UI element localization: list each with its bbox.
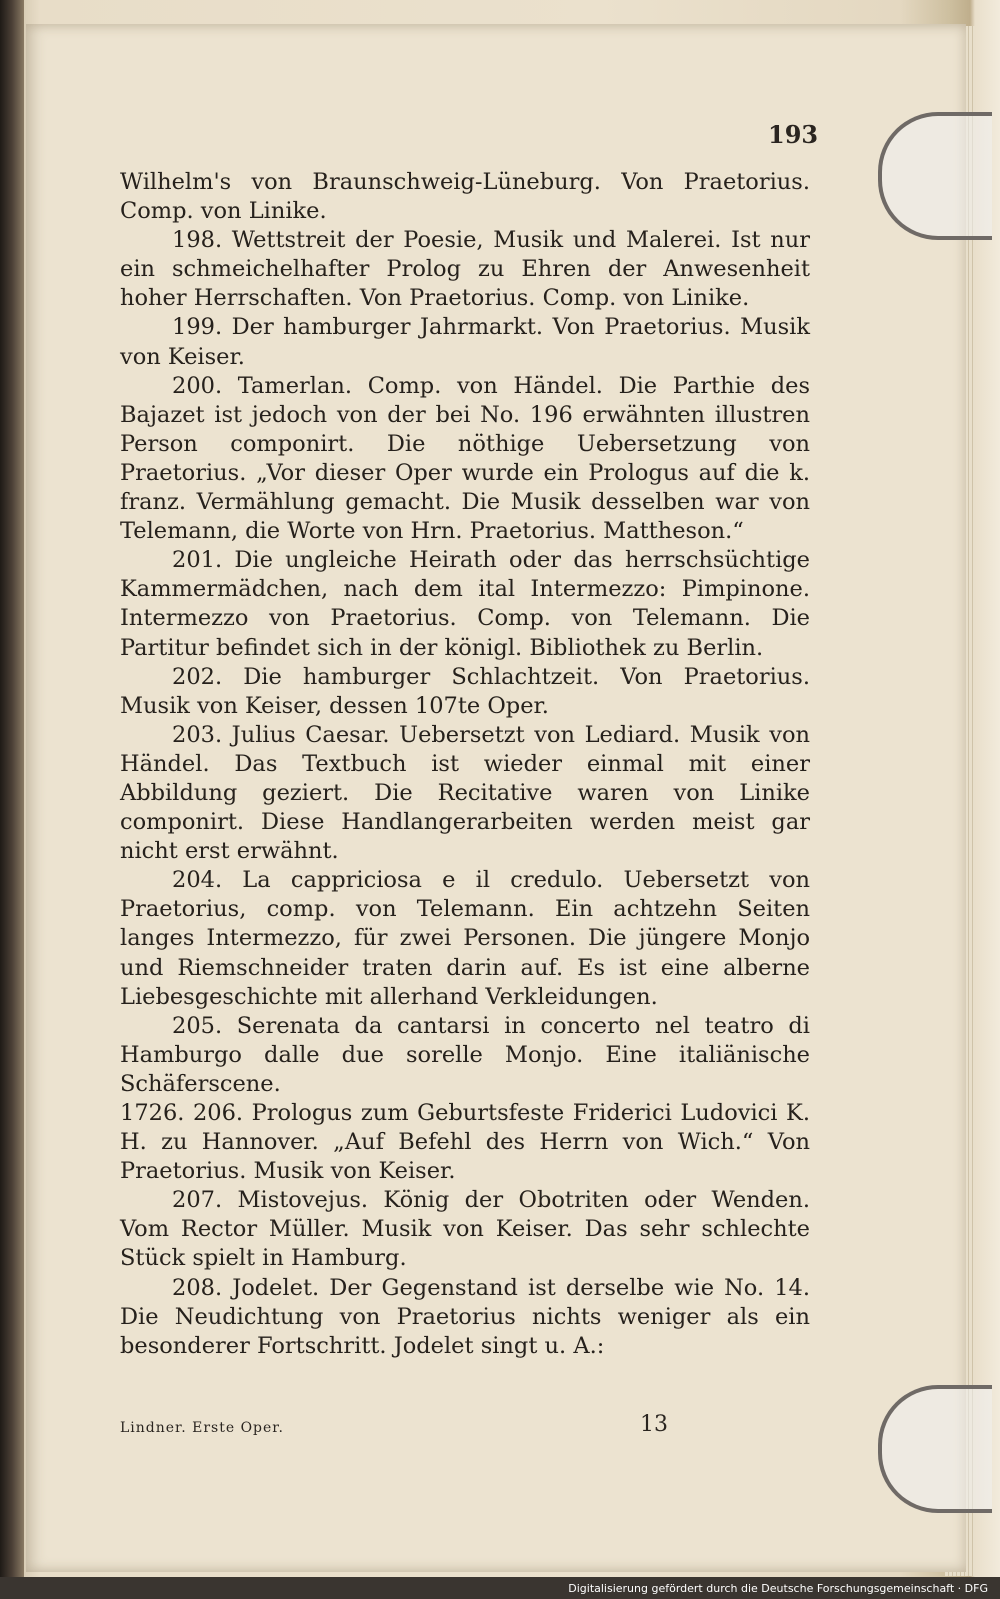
digitization-credit: Digitalisierung gefördert durch die Deutsche Forschungsgemeinschaft · DFG	[564, 1581, 992, 1596]
signature-mark: 13	[640, 1412, 668, 1437]
entry-203: 203. Julius Caesar. Uebersetzt von Lediard. Musik von Händel. Das Textbuch ist wieder einmal mit einer Abbildung geziert. Die Recitative waren von Linike componirt. Diese Handlangerarbeiten werden meist gar nicht erst erwähnt.	[120, 721, 810, 865]
page-clip-top	[878, 112, 992, 240]
entry-200: 200. Tamerlan. Comp. von Händel. Die Parthie des Bajazet ist jedoch von der bei No. 196 erwähnten illustren Person componirt. Die nöthige Uebersetzung von Praetorius. „Vor dieser Oper wurde ein Prologus auf die k. franz. Vermählung gemacht. Die Musik desselben war von Telemann, die Worte von Hrn. Praetorius. Mattheson.“	[120, 372, 810, 545]
entry-205: 205. Serenata da cantarsi in concerto nel teatro di Hamburgo dalle due sorelle Monjo. Eine italiänische Schäferscene.	[120, 1012, 810, 1097]
entry-208: 208. Jodelet. Der Gegenstand ist derselbe wie No. 14. Die Neudichtung von Praetorius nichts weniger als ein besonderer Fortschritt. Jodelet singt u. A.:	[120, 1274, 810, 1359]
entry-202: 202. Die hamburger Schlachtzeit. Von Praetorius. Musik von Keiser, dessen 107te Oper.	[120, 663, 810, 719]
running-footer: Lindner. Erste Oper.	[120, 1420, 284, 1436]
entry-204: 204. La cappriciosa e il credulo. Uebersetzt von Praetorius, comp. von Telemann. Ein achtzehn Seiten langes Intermezzo, für zwei Personen. Die jüngere Monjo und Riemschneider traten darin auf. Es ist eine alberne Liebesgeschichte mit allerhand Verkleidungen.	[120, 867, 810, 1010]
entry-199: 199. Der hamburger Jahrmarkt. Von Praetorius. Musik von Keiser.	[120, 314, 810, 370]
body-text	[120, 168, 810, 1361]
entry-201: 201. Die ungleiche Heirath oder das herrschsüchtige Kammermädchen, nach dem ital Intermezzo: Pimpinone. Intermezzo von Praetorius. Comp. von Telemann. Die Partitur befindet sich in der königl. Bibliothek zu Berlin.	[120, 547, 810, 661]
entry-198: 198. Wettstreit der Poesie, Musik und Malerei. Ist nur ein schmeichelhafter Prolog zu Ehren der Anwesenheit hoher Herrschaften. Von Praetorius. Comp. von Linike.	[120, 227, 810, 312]
book-spine	[0, 0, 24, 1577]
entry-207: 207. Mistovejus. König der Obotriten oder Wenden. Vom Rector Müller. Musik von Keiser. Das sehr schlechte Stück spielt in Hamburg.	[120, 1187, 810, 1272]
entry-continued: Wilhelm's von Braunschweig-Lüneburg. Von Praetorius. Comp. von Linike.	[120, 169, 810, 225]
page-clip-bottom	[878, 1385, 992, 1513]
entry-206: 1726. 206. Prologus zum Geburtsfeste Friderici Ludovici K. H. zu Hannover. „Auf Befehl des Herrn von Wich.“ Von Praetorius. Musik von Keiser.	[120, 1100, 810, 1185]
page-number: 193	[768, 120, 819, 149]
